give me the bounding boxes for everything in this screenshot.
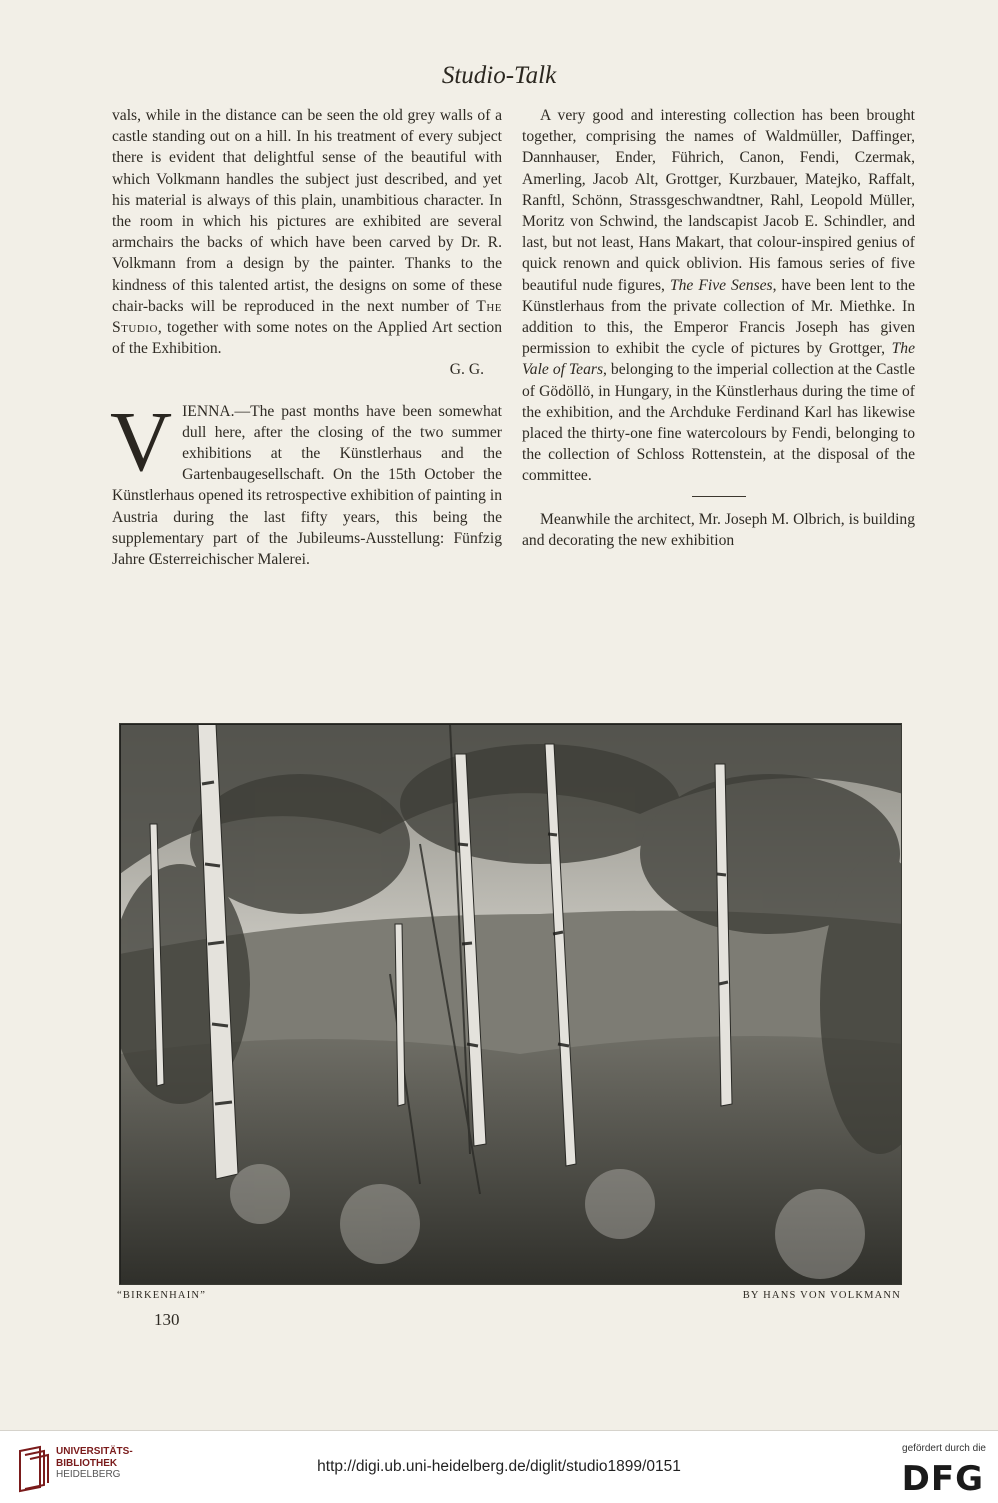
plate-caption-title: “BIRKENHAIN” [117, 1290, 207, 1301]
plate-caption-artist: BY HANS VON VOLKMANN [742, 1290, 901, 1301]
right-paragraph-1: A very good and interesting collection has been brought together, comprising the names of Waldmüller, Daffinger, Dannhauser, Ender, Führich, Canon, Fendi, Czermak, Amerling, Jacob Alt, Grottger, Kurzbauer, Matejko, Raffalt, Ranftl, Schönn, Strassgeschwandtner, Rahl, Leopold Müller, Moritz von Schwind, the landscapist Jacob E. Schindler, and last, but not least, Hans Makart, that colour-inspired genius of quick renown and quick oblivion. His famous series of five beautiful nude figures, The Five Senses, have been lent to the Künstlerhaus from the private collection of Mr. Miethke. In addition to this, the Emperor Francis Joseph has given permission to exhibit the cycle of pictures by Grottger, The Vale of Tears, belonging to the imperial collection at the Castle of Gödöllö, in Hungary, in the Künstlerhaus during the time of the exhibition, and the Archduke Ferdinand Karl has likewise placed the thirty-one fine watercolours by Fendi, belonging to the collection of Schloss Rottenstein, at the disposal of the committee. [522, 107, 916, 485]
funded-by-label: gefördert durch die [902, 1443, 986, 1454]
birch-forest-plate [119, 723, 902, 1285]
digitization-footer [0, 1430, 998, 1503]
left-column [112, 105, 502, 570]
left-paragraph-2: VIENNA.—The past months have been somewhat dull here, after the closing of the two summer exhibitions at the Künstlerhaus and the Gartenbaugesellschaft. On the 15th October the Künstlerhaus opened its retrospective exhibition of painting in Austria during the last fifty years, this being the supplementary part of the Jubileums-Ausstellung: Fünfzig Jahre Œsterreichischer Malerei. [110, 392, 502, 569]
running-head: Studio-Talk [441, 62, 557, 89]
artwork-title-vale-of-tears: The Vale of Tears [522, 340, 915, 379]
right-column [522, 105, 915, 551]
page-number: 130 [154, 1310, 180, 1329]
birch-forest-illustration [120, 724, 902, 1285]
section-divider [692, 496, 746, 497]
source-url-link[interactable]: http://digi.ub.uni-heidelberg.de/diglit/studio1899/0151 [317, 1458, 681, 1475]
library-name: UNIVERSITÄTS- BIBLIOTHEK HEIDELBERG [56, 1446, 133, 1480]
drop-cap: V [110, 392, 173, 489]
magazine-name: The Studio [112, 297, 502, 337]
dfg-logo: DFG [901, 1459, 984, 1499]
right-paragraph-2: Meanwhile the architect, Mr. Joseph M. Olbrich, is building and decorating the new exhibition [522, 510, 915, 549]
author-signature: G. G. [449, 361, 484, 379]
artwork-title-five-senses: The Five Senses [669, 276, 773, 294]
left-paragraph-1: vals, while in the distance can be seen the old grey walls of a castle standing out on a hill. In his treatment of every subject there is evident that delightful sense of the beautiful with which Volkmann handles the subject just described, and yet his material is always of this plain, unambitious character. In the room in which his pictures are exhibited are several armchairs the backs of which have been carved by Dr. R. Volkmann from a design by the painter. Thanks to the kindness of this talented artist, the designs on some of these chair-backs will be reproduced in the next number of The Studio, together with some notes on the Applied Art section of the Exhibition. [112, 107, 502, 358]
